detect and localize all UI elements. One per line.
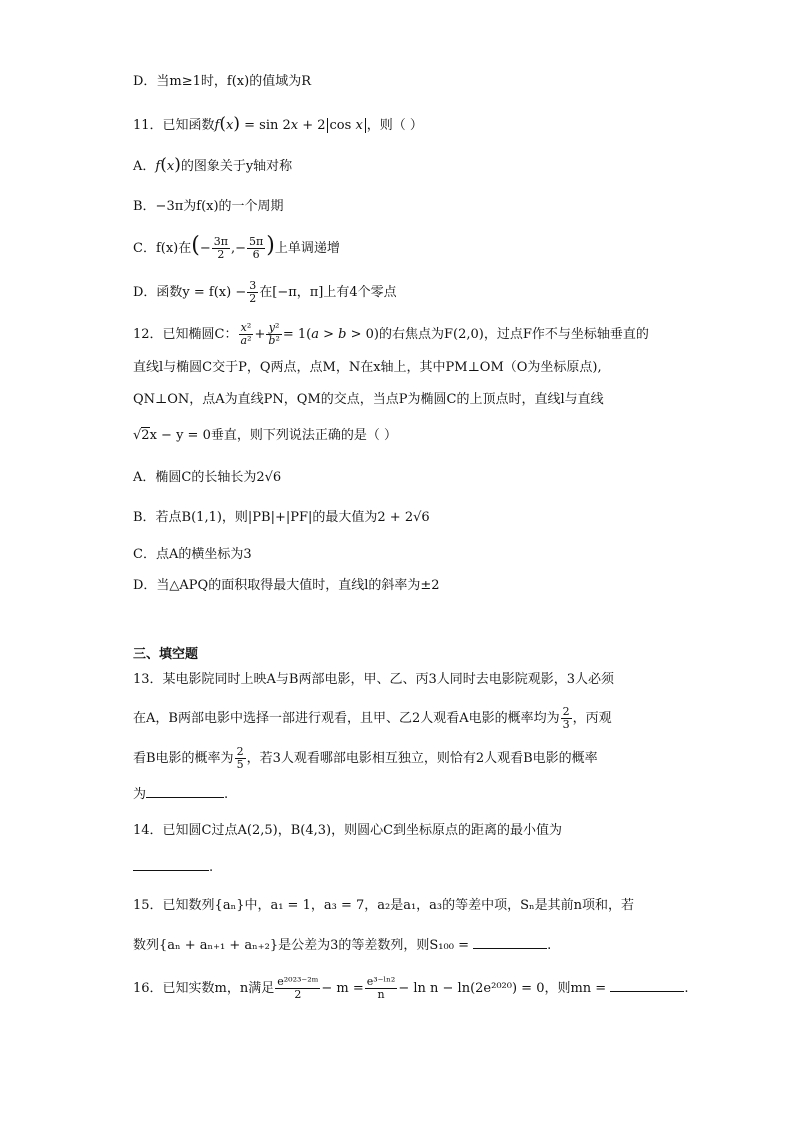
q11-option-d-prefix: D．函数y = f(x) − [133, 285, 247, 300]
q16-fracB-den: n [377, 988, 385, 1001]
q13-line-3-prefix: 看B电影的概率为 [133, 751, 234, 766]
q11-option-c-prefix: C．f(x)在 [133, 241, 192, 256]
q12-line-1: 12．已知椭圆C： $\frac{\text{x²}}{\text{a²}}$ + $\frac{\text{y²}}{\text{b²}}$ = 1(a > b > 0)的右焦点为F(2,0)，过点F作不与坐标轴垂直的 [133, 321, 649, 347]
q12-line-3: QN⊥ON，点A为直线PN，QM的交点，当点P为椭圆C的上顶点时，直线l与直线 [133, 392, 604, 407]
q15-line-1: 15．已知数列{aₙ}中，a₁ = 1，a₃ = 7，a₂是a₁，a₃的等差中项，Sₙ是其前n项和，若 [133, 898, 635, 913]
q13-line-3 [133, 746, 598, 771]
q14-answer-blank[interactable] [133, 858, 209, 871]
q11-formula: f [214, 118, 220, 133]
q13-line-2-prefix: 在A，B两部电影中选择一部进行观看，且甲、乙2人观看A电影的概率均为 [133, 711, 560, 726]
q11-option-c-suffix: 上单调递增 [274, 241, 340, 256]
q12-line-1-prefix: 12．已知椭圆C： [133, 327, 238, 342]
q10-option-d: D．当m≥1时，f(x)的值域为R [133, 74, 311, 89]
q11-option-a: A．f(x)的图象关于y轴对称 [133, 155, 293, 175]
q13-line-4-text: 为 [133, 787, 147, 802]
q11-stem: 11．已知函数f(x) = sin 2x + 2 cos x ，则（ ） [133, 114, 423, 134]
q11-option-d: D．函数y = f(x) − $\frac{3}{2}$ 在[−π，π]上有4个零点 [133, 279, 397, 305]
q16-line-1-suffix: − ln n − ln(2e²⁰²⁰) = 0，则mn = [398, 981, 607, 996]
q13-frac1-den: 3 [562, 718, 570, 731]
q14-line-2: . [133, 858, 213, 878]
q11-option-c: C．f(x)在(− $\frac{3\pi}{2}$ ,− $\frac{5\pi}{6}$ )上单调递增 [133, 233, 340, 261]
q13-line-2-suffix: ，丙观 [572, 711, 612, 726]
q11-option-b: B．−3π为f(x)的一个周期 [133, 199, 284, 214]
q13-frac2-num: 2 [236, 745, 244, 758]
section-title-fill-blank: 三、填空题 [133, 647, 199, 662]
q12-line-2: 直线l与椭圆C交于P，Q两点，点M，N在x轴上，其中PM⊥OM（O为坐标原点), [133, 360, 602, 375]
q13-frac1-num: 2 [562, 705, 570, 718]
q13-frac2-den: 5 [236, 758, 244, 771]
q16-line-1-mid: − m = [321, 981, 364, 996]
q13-line-4: 为 . [133, 787, 229, 802]
q16-fracA-den: 2 [294, 988, 302, 1001]
q11-stem-prefix: 11．已知函数 [133, 118, 215, 133]
q13-line-2 [133, 706, 612, 731]
q13-line-1: 13．某电影院同时上映A与B两部电影，甲、乙、丙3人同时去电影院观影，3人必须 [133, 672, 615, 687]
q16-answer-blank[interactable] [610, 979, 684, 992]
q11-stem-suffix: ，则（ ） [366, 118, 423, 133]
q12-line-1-suffix: 的右焦点为F(2,0)，过点F作不与坐标轴垂直的 [379, 327, 649, 342]
q11-option-d-suffix: 在[−π，π]上有4个零点 [259, 285, 397, 300]
q11-option-a-text: 的图象关于y轴对称 [180, 159, 293, 174]
q12-line-4-text: x − y = 0垂直，则下列说法正确的是（ ） [149, 428, 397, 443]
q15-line-2: 数列{aₙ + aₙ₊₁ + aₙ₊₂}是公差为3的等差数列，则S₁₀₀ = . [133, 938, 552, 953]
q16-line-1-prefix: 16．已知实数m，n满足 [133, 981, 275, 996]
q12-option-a: A．椭圆C的长轴长为2√6 [133, 470, 282, 485]
q15-answer-blank[interactable] [473, 936, 547, 949]
q14-line-1: 14．已知圆C过点A(2,5)，B(4,3)，则圆心C到坐标原点的距离的最小值为 [133, 823, 563, 838]
q12-option-b: B．若点B(1,1)，则|PB|+|PF|的最大值为2 + 2√6 [133, 510, 430, 525]
q15-line-2-text: 数列{aₙ + aₙ₊₁ + aₙ₊₂}是公差为3的等差数列，则S₁₀₀ = [133, 938, 469, 953]
q16-fracA-num: e²⁰²³⁻²ᵐ [277, 975, 319, 988]
q16-line-1: 16．已知实数m，n满足 $\frac{\text{e²⁰²³⁻²ᵐ}}{2}$ − m = $\frac{\text{e³⁻ˡⁿ²}}{n}$ − ln n − ln(2e²⁰²⁰) = 0，则mn = . [133, 975, 689, 1001]
q12-line-4: √2x − y = 0垂直，则下列说法正确的是（ ） [133, 428, 397, 443]
q13-line-3-suffix: ，若3人观看哪部电影相互独立，则恰有2人观看B电影的概率 [246, 751, 598, 766]
q12-option-c: C．点A的横坐标为3 [133, 547, 252, 562]
q16-fracB-num: e³⁻ˡⁿ² [366, 975, 396, 988]
q12-option-d: D．当△APQ的面积取得最大值时，直线l的斜率为±2 [133, 578, 440, 593]
q13-answer-blank[interactable] [146, 785, 224, 798]
